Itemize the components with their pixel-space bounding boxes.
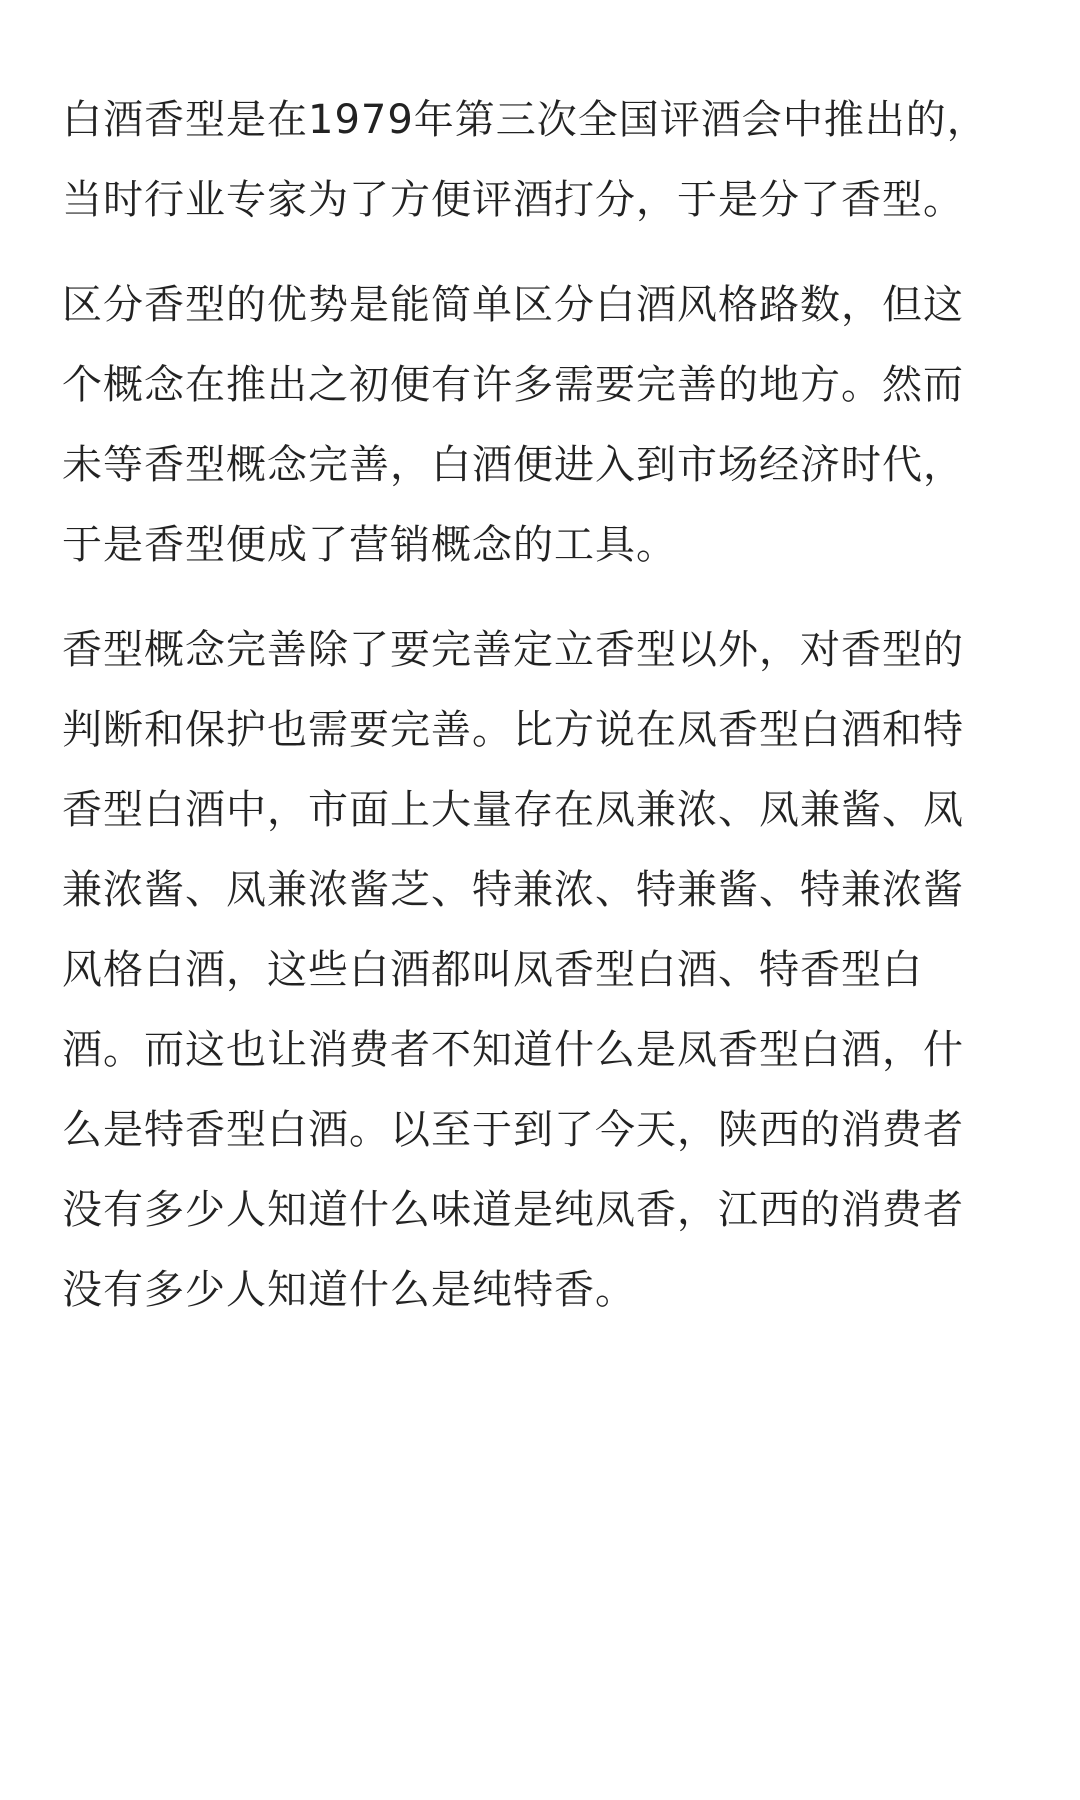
paragraph-1: 白酒香型是在1979年第三次全国评酒会中推出的， 当时行业专家为了方便评酒打分，于是分了香型。	[62, 97, 988, 223]
paragraph-3: 香型概念完善除了要完善定立香型以外，对香型的 判断和保护也需要完善。比方说在凤香型白酒和特 香型白酒中，市面上大量存在凤兼浓、凤兼酱、凤 兼浓酱、凤兼浓酱芝、特兼浓、特兼酱、特兼浓酱 风格白酒，这些白酒都叫凤香型白酒、特香型白 酒。而这也让消费者不知道什么是凤香型白酒，什 么是特香型白酒。以至于到了今天，陕西的消费者 没有多少人知道什么味道是纯凤香，江西的消费者 没有多少人知道什么是纯特香。	[62, 627, 964, 1313]
paragraph-2: 区分香型的优势是能简单区分白酒风格路数，但这 个概念在推出之初便有许多需要完善的地方。然而 未等香型概念完善，白酒便进入到市场经济时代， 于是香型便成了营销概念的工具。	[62, 282, 964, 568]
article-body	[62, 80, 1022, 1355]
